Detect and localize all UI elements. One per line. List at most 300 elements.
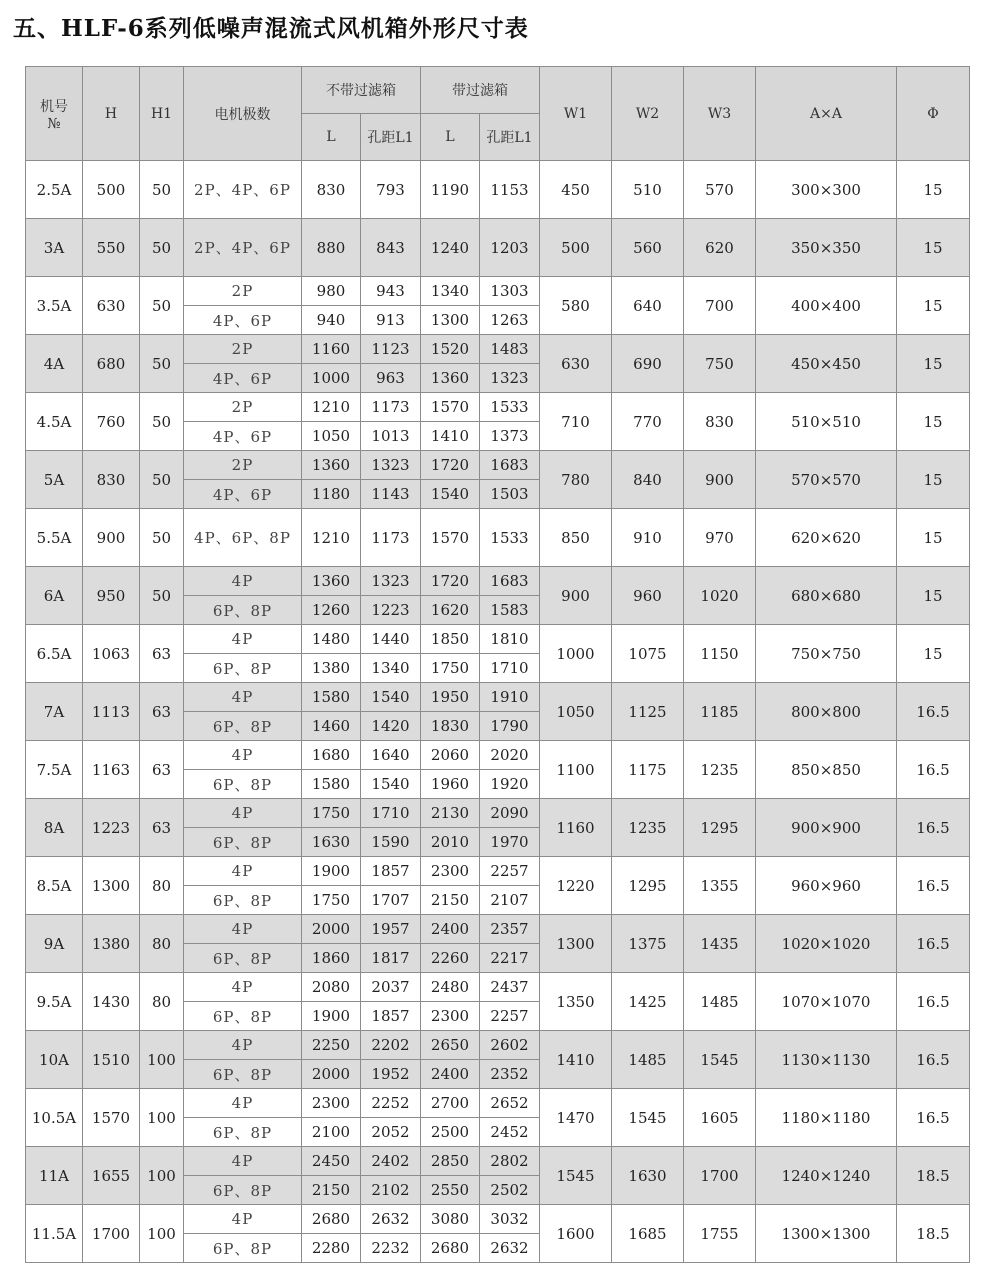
cell-filter-L: 1410 (421, 422, 480, 451)
cell-L: 1680 (302, 741, 361, 770)
cell-poles: 2P (184, 335, 302, 364)
cell-W2: 1175 (612, 741, 684, 799)
cell-L: 2080 (302, 973, 361, 1002)
cell-L: 1750 (302, 799, 361, 828)
cell-W1: 850 (540, 509, 612, 567)
cell-filter-L: 2150 (421, 886, 480, 915)
header-W3: W3 (684, 67, 756, 161)
cell-W1: 1220 (540, 857, 612, 915)
cell-L: 2000 (302, 915, 361, 944)
cell-phi: 16.5 (897, 1089, 970, 1147)
cell-model: 9A (26, 915, 83, 973)
cell-L: 1750 (302, 886, 361, 915)
cell-model: 8.5A (26, 857, 83, 915)
cell-W2: 1125 (612, 683, 684, 741)
cell-H: 1655 (83, 1147, 140, 1205)
cell-H: 1223 (83, 799, 140, 857)
cell-W3: 1755 (684, 1205, 756, 1263)
cell-L: 1480 (302, 625, 361, 654)
cell-poles: 4P (184, 1031, 302, 1060)
cell-L: 2150 (302, 1176, 361, 1205)
cell-filter-hole-L1: 2090 (480, 799, 540, 828)
header-filter-hole-L1: 孔距L1 (480, 114, 540, 161)
cell-L: 1260 (302, 596, 361, 625)
cell-AxA: 800×800 (756, 683, 897, 741)
cell-L: 1630 (302, 828, 361, 857)
cell-filter-L: 2680 (421, 1234, 480, 1263)
cell-model: 5.5A (26, 509, 83, 567)
cell-model: 5A (26, 451, 83, 509)
cell-H: 760 (83, 393, 140, 451)
table-row (26, 1089, 970, 1118)
cell-filter-L: 1190 (421, 161, 480, 219)
cell-W3: 1355 (684, 857, 756, 915)
cell-filter-hole-L1: 1920 (480, 770, 540, 799)
cell-filter-hole-L1: 1323 (480, 364, 540, 393)
cell-hole-L1: 1590 (361, 828, 421, 857)
cell-H: 900 (83, 509, 140, 567)
table-row (26, 1205, 970, 1234)
table-row (26, 509, 970, 567)
cell-hole-L1: 2252 (361, 1089, 421, 1118)
cell-poles: 2P、4P、6P (184, 219, 302, 277)
cell-L: 2000 (302, 1060, 361, 1089)
cell-filter-L: 1960 (421, 770, 480, 799)
table-row (26, 1147, 970, 1176)
cell-filter-L: 1570 (421, 393, 480, 422)
cell-L: 940 (302, 306, 361, 335)
cell-hole-L1: 1952 (361, 1060, 421, 1089)
cell-filter-hole-L1: 1263 (480, 306, 540, 335)
cell-filter-hole-L1: 2217 (480, 944, 540, 973)
cell-hole-L1: 2037 (361, 973, 421, 1002)
cell-filter-L: 2010 (421, 828, 480, 857)
cell-poles: 6P、8P (184, 770, 302, 799)
cell-filter-L: 2260 (421, 944, 480, 973)
table-row (26, 1031, 970, 1060)
table-row (26, 973, 970, 1002)
cell-L: 1360 (302, 567, 361, 596)
cell-W3: 1545 (684, 1031, 756, 1089)
cell-H1: 80 (140, 857, 184, 915)
cell-hole-L1: 2102 (361, 1176, 421, 1205)
cell-phi: 15 (897, 161, 970, 219)
cell-L: 830 (302, 161, 361, 219)
cell-hole-L1: 1323 (361, 567, 421, 596)
cell-filter-hole-L1: 1503 (480, 480, 540, 509)
cell-AxA: 1020×1020 (756, 915, 897, 973)
cell-poles: 4P、6P (184, 306, 302, 335)
cell-filter-hole-L1: 1583 (480, 596, 540, 625)
cell-AxA: 350×350 (756, 219, 897, 277)
cell-hole-L1: 843 (361, 219, 421, 277)
cell-model: 4.5A (26, 393, 83, 451)
table-row (26, 683, 970, 712)
cell-poles: 6P、8P (184, 1176, 302, 1205)
cell-AxA: 960×960 (756, 857, 897, 915)
cell-H1: 63 (140, 683, 184, 741)
table-row (26, 799, 970, 828)
cell-filter-hole-L1: 1533 (480, 509, 540, 567)
cell-filter-L: 1830 (421, 712, 480, 741)
cell-model: 10.5A (26, 1089, 83, 1147)
cell-poles: 6P、8P (184, 596, 302, 625)
cell-hole-L1: 1857 (361, 1002, 421, 1031)
cell-poles: 6P、8P (184, 1118, 302, 1147)
cell-W1: 1410 (540, 1031, 612, 1089)
header-W1: W1 (540, 67, 612, 161)
cell-poles: 4P (184, 625, 302, 654)
cell-W3: 1485 (684, 973, 756, 1031)
cell-filter-hole-L1: 2352 (480, 1060, 540, 1089)
cell-hole-L1: 1173 (361, 509, 421, 567)
cell-hole-L1: 1957 (361, 915, 421, 944)
cell-W2: 690 (612, 335, 684, 393)
cell-phi: 15 (897, 567, 970, 625)
cell-filter-L: 1570 (421, 509, 480, 567)
cell-phi: 16.5 (897, 799, 970, 857)
cell-L: 2100 (302, 1118, 361, 1147)
cell-W1: 710 (540, 393, 612, 451)
cell-H1: 100 (140, 1205, 184, 1263)
cell-W3: 1185 (684, 683, 756, 741)
cell-H1: 50 (140, 219, 184, 277)
cell-L: 2450 (302, 1147, 361, 1176)
cell-W3: 1295 (684, 799, 756, 857)
cell-filter-L: 2300 (421, 857, 480, 886)
table-header (26, 67, 970, 161)
cell-phi: 16.5 (897, 973, 970, 1031)
cell-poles: 6P、8P (184, 712, 302, 741)
cell-W1: 630 (540, 335, 612, 393)
cell-AxA: 300×300 (756, 161, 897, 219)
cell-hole-L1: 1013 (361, 422, 421, 451)
cell-W1: 1050 (540, 683, 612, 741)
cell-W3: 750 (684, 335, 756, 393)
cell-W1: 1000 (540, 625, 612, 683)
header-filter-L: L (421, 114, 480, 161)
cell-AxA: 680×680 (756, 567, 897, 625)
cell-hole-L1: 1340 (361, 654, 421, 683)
table-row (26, 219, 970, 277)
cell-filter-hole-L1: 2632 (480, 1234, 540, 1263)
header-L: L (302, 114, 361, 161)
cell-poles: 6P、8P (184, 1002, 302, 1031)
cell-W1: 580 (540, 277, 612, 335)
cell-H: 830 (83, 451, 140, 509)
cell-filter-hole-L1: 1203 (480, 219, 540, 277)
header-AxA: A×A (756, 67, 897, 161)
cell-filter-hole-L1: 2020 (480, 741, 540, 770)
cell-filter-L: 1720 (421, 567, 480, 596)
cell-poles: 4P、6P (184, 480, 302, 509)
cell-W2: 1295 (612, 857, 684, 915)
cell-filter-L: 2500 (421, 1118, 480, 1147)
cell-AxA: 510×510 (756, 393, 897, 451)
cell-filter-hole-L1: 2257 (480, 1002, 540, 1031)
cell-model: 9.5A (26, 973, 83, 1031)
cell-hole-L1: 2052 (361, 1118, 421, 1147)
cell-W2: 1375 (612, 915, 684, 973)
cell-hole-L1: 913 (361, 306, 421, 335)
cell-phi: 16.5 (897, 741, 970, 799)
cell-poles: 6P、8P (184, 886, 302, 915)
cell-H: 1063 (83, 625, 140, 683)
header-H: H (83, 67, 140, 161)
table-row (26, 277, 970, 306)
cell-poles: 4P (184, 857, 302, 886)
cell-phi: 15 (897, 625, 970, 683)
cell-hole-L1: 1640 (361, 741, 421, 770)
cell-phi: 18.5 (897, 1205, 970, 1263)
cell-W3: 830 (684, 393, 756, 451)
cell-AxA: 450×450 (756, 335, 897, 393)
cell-W2: 1545 (612, 1089, 684, 1147)
cell-filter-hole-L1: 1910 (480, 683, 540, 712)
cell-filter-L: 1240 (421, 219, 480, 277)
cell-L: 1460 (302, 712, 361, 741)
cell-L: 1580 (302, 770, 361, 799)
cell-W3: 1150 (684, 625, 756, 683)
cell-filter-L: 1300 (421, 306, 480, 335)
cell-filter-L: 1540 (421, 480, 480, 509)
cell-L: 1180 (302, 480, 361, 509)
cell-hole-L1: 2232 (361, 1234, 421, 1263)
cell-L: 2300 (302, 1089, 361, 1118)
cell-L: 1900 (302, 1002, 361, 1031)
cell-filter-L: 1850 (421, 625, 480, 654)
table-row (26, 161, 970, 219)
table-row (26, 393, 970, 422)
cell-L: 1380 (302, 654, 361, 683)
header-with-filter: 带过滤箱 (421, 67, 540, 114)
cell-AxA: 1240×1240 (756, 1147, 897, 1205)
cell-H1: 100 (140, 1089, 184, 1147)
table-row (26, 567, 970, 596)
cell-H: 1700 (83, 1205, 140, 1263)
cell-W3: 970 (684, 509, 756, 567)
cell-L: 980 (302, 277, 361, 306)
cell-poles: 6P、8P (184, 828, 302, 857)
cell-model: 8A (26, 799, 83, 857)
cell-W2: 1685 (612, 1205, 684, 1263)
cell-L: 1000 (302, 364, 361, 393)
cell-hole-L1: 1540 (361, 683, 421, 712)
cell-W2: 770 (612, 393, 684, 451)
cell-hole-L1: 1857 (361, 857, 421, 886)
cell-W1: 1545 (540, 1147, 612, 1205)
cell-filter-L: 2060 (421, 741, 480, 770)
cell-model: 11.5A (26, 1205, 83, 1263)
table-row (26, 451, 970, 480)
cell-H: 1113 (83, 683, 140, 741)
cell-filter-L: 2550 (421, 1176, 480, 1205)
cell-L: 1360 (302, 451, 361, 480)
cell-L: 1210 (302, 393, 361, 422)
cell-H1: 80 (140, 915, 184, 973)
cell-W2: 840 (612, 451, 684, 509)
cell-poles: 4P (184, 1089, 302, 1118)
header-phi: Φ (897, 67, 970, 161)
cell-H1: 50 (140, 161, 184, 219)
cell-poles: 4P (184, 1205, 302, 1234)
cell-L: 880 (302, 219, 361, 277)
cell-phi: 15 (897, 219, 970, 277)
cell-AxA: 1130×1130 (756, 1031, 897, 1089)
cell-poles: 4P (184, 915, 302, 944)
dimension-table (25, 66, 970, 1263)
cell-phi: 16.5 (897, 857, 970, 915)
header-model-line1: 机号 (40, 98, 68, 115)
cell-H1: 50 (140, 451, 184, 509)
cell-L: 1900 (302, 857, 361, 886)
cell-hole-L1: 2402 (361, 1147, 421, 1176)
cell-filter-L: 1950 (421, 683, 480, 712)
cell-phi: 15 (897, 277, 970, 335)
cell-W2: 1630 (612, 1147, 684, 1205)
cell-poles: 2P (184, 451, 302, 480)
cell-H: 1510 (83, 1031, 140, 1089)
cell-poles: 4P、6P、8P (184, 509, 302, 567)
cell-filter-L: 1340 (421, 277, 480, 306)
cell-model: 11A (26, 1147, 83, 1205)
cell-hole-L1: 1540 (361, 770, 421, 799)
cell-filter-L: 1520 (421, 335, 480, 364)
cell-poles: 2P (184, 393, 302, 422)
cell-H: 680 (83, 335, 140, 393)
cell-filter-hole-L1: 1683 (480, 567, 540, 596)
cell-filter-L: 2850 (421, 1147, 480, 1176)
cell-filter-L: 2400 (421, 1060, 480, 1089)
cell-W2: 560 (612, 219, 684, 277)
cell-hole-L1: 1707 (361, 886, 421, 915)
cell-poles: 6P、8P (184, 654, 302, 683)
header-model (26, 67, 83, 161)
cell-filter-L: 1620 (421, 596, 480, 625)
cell-model: 7.5A (26, 741, 83, 799)
cell-filter-hole-L1: 2357 (480, 915, 540, 944)
cell-H1: 63 (140, 625, 184, 683)
cell-hole-L1: 1143 (361, 480, 421, 509)
cell-W1: 450 (540, 161, 612, 219)
cell-H: 950 (83, 567, 140, 625)
table-row (26, 625, 970, 654)
cell-H: 1430 (83, 973, 140, 1031)
header-no-filter: 不带过滤箱 (302, 67, 421, 114)
cell-H1: 50 (140, 277, 184, 335)
cell-phi: 15 (897, 509, 970, 567)
cell-filter-hole-L1: 1533 (480, 393, 540, 422)
cell-filter-hole-L1: 2802 (480, 1147, 540, 1176)
cell-AxA: 1070×1070 (756, 973, 897, 1031)
cell-phi: 16.5 (897, 683, 970, 741)
cell-filter-hole-L1: 1373 (480, 422, 540, 451)
cell-L: 2680 (302, 1205, 361, 1234)
header-W2: W2 (612, 67, 684, 161)
cell-hole-L1: 963 (361, 364, 421, 393)
cell-W3: 1235 (684, 741, 756, 799)
cell-W1: 1160 (540, 799, 612, 857)
cell-AxA: 750×750 (756, 625, 897, 683)
cell-W3: 900 (684, 451, 756, 509)
cell-W1: 1600 (540, 1205, 612, 1263)
cell-AxA: 1300×1300 (756, 1205, 897, 1263)
cell-AxA: 900×900 (756, 799, 897, 857)
cell-filter-hole-L1: 2257 (480, 857, 540, 886)
cell-H: 1163 (83, 741, 140, 799)
cell-poles: 4P (184, 973, 302, 1002)
cell-H1: 50 (140, 393, 184, 451)
cell-filter-L: 2300 (421, 1002, 480, 1031)
cell-poles: 4P (184, 1147, 302, 1176)
cell-filter-L: 2480 (421, 973, 480, 1002)
cell-W2: 1075 (612, 625, 684, 683)
cell-poles: 6P、8P (184, 944, 302, 973)
cell-AxA: 620×620 (756, 509, 897, 567)
cell-L: 1160 (302, 335, 361, 364)
cell-poles: 4P (184, 799, 302, 828)
cell-W2: 1485 (612, 1031, 684, 1089)
cell-L: 1860 (302, 944, 361, 973)
cell-hole-L1: 1223 (361, 596, 421, 625)
cell-H1: 100 (140, 1147, 184, 1205)
cell-poles: 4P (184, 683, 302, 712)
cell-W3: 570 (684, 161, 756, 219)
cell-model: 3.5A (26, 277, 83, 335)
cell-hole-L1: 1817 (361, 944, 421, 973)
cell-W1: 780 (540, 451, 612, 509)
cell-filter-hole-L1: 2502 (480, 1176, 540, 1205)
cell-hole-L1: 943 (361, 277, 421, 306)
cell-W3: 1700 (684, 1147, 756, 1205)
cell-H1: 50 (140, 335, 184, 393)
cell-filter-L: 2700 (421, 1089, 480, 1118)
cell-filter-L: 1360 (421, 364, 480, 393)
cell-L: 2250 (302, 1031, 361, 1060)
cell-filter-L: 2650 (421, 1031, 480, 1060)
cell-filter-hole-L1: 1153 (480, 161, 540, 219)
cell-phi: 15 (897, 393, 970, 451)
cell-W2: 510 (612, 161, 684, 219)
cell-W3: 1605 (684, 1089, 756, 1147)
cell-filter-L: 3080 (421, 1205, 480, 1234)
cell-phi: 18.5 (897, 1147, 970, 1205)
cell-H: 1380 (83, 915, 140, 973)
cell-W3: 1020 (684, 567, 756, 625)
cell-L: 1580 (302, 683, 361, 712)
header-model-line2: № (47, 115, 61, 132)
cell-model: 6A (26, 567, 83, 625)
header-hole-L1: 孔距L1 (361, 114, 421, 161)
cell-hole-L1: 2632 (361, 1205, 421, 1234)
cell-filter-hole-L1: 3032 (480, 1205, 540, 1234)
cell-hole-L1: 1173 (361, 393, 421, 422)
cell-W3: 700 (684, 277, 756, 335)
cell-W2: 960 (612, 567, 684, 625)
cell-poles: 6P、8P (184, 1060, 302, 1089)
cell-AxA: 400×400 (756, 277, 897, 335)
cell-filter-hole-L1: 1683 (480, 451, 540, 480)
cell-poles: 4P (184, 741, 302, 770)
cell-model: 7A (26, 683, 83, 741)
cell-filter-L: 2400 (421, 915, 480, 944)
cell-hole-L1: 1323 (361, 451, 421, 480)
cell-filter-hole-L1: 2452 (480, 1118, 540, 1147)
cell-H: 1300 (83, 857, 140, 915)
cell-L: 1050 (302, 422, 361, 451)
cell-poles: 4P、6P (184, 422, 302, 451)
cell-H: 1570 (83, 1089, 140, 1147)
